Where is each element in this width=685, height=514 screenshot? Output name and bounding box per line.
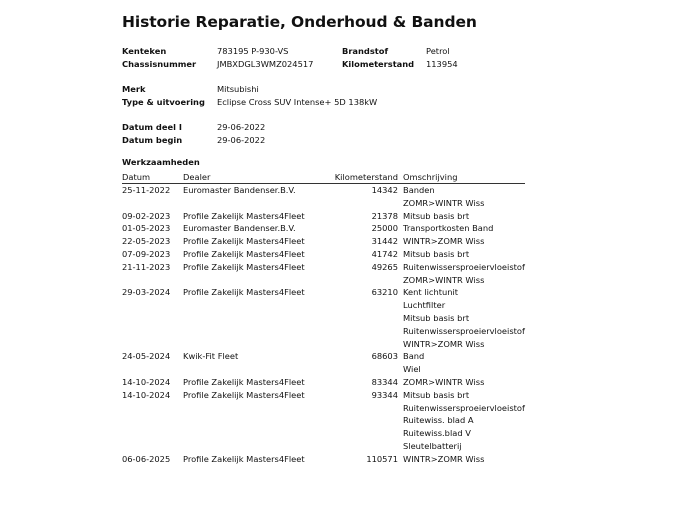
type-value: Eclipse Cross SUV Intense+ 5D 138kW bbox=[217, 97, 378, 107]
cell-omschrijving: Wiel bbox=[403, 364, 421, 375]
header-omschrijving: Omschrijving bbox=[403, 172, 458, 182]
table-row bbox=[122, 274, 525, 287]
cell-datum: 07-09-2023 bbox=[122, 248, 171, 259]
cell-omschrijving: Banden bbox=[403, 185, 435, 195]
table-row bbox=[122, 210, 525, 223]
table-row bbox=[122, 350, 525, 363]
kenteken-label: Kenteken bbox=[122, 46, 167, 56]
table-row bbox=[122, 376, 525, 389]
header-kilometerstand: Kilometerstand bbox=[334, 172, 398, 182]
cell-kilometerstand: 68603 bbox=[371, 351, 398, 362]
cell-datum: 29-03-2024 bbox=[122, 287, 171, 298]
table-row bbox=[122, 414, 525, 427]
cell-omschrijving: Ruitewiss.blad V bbox=[403, 428, 471, 439]
cell-datum: 22-05-2023 bbox=[122, 236, 171, 247]
table-row bbox=[122, 222, 525, 235]
brandstof-label: Brandstof bbox=[342, 46, 389, 56]
cell-omschrijving: Ruitenwissersproeiervloeistof bbox=[403, 402, 525, 413]
cell-kilometerstand: 110571 bbox=[366, 453, 398, 464]
datum-deel-label: Datum deel I bbox=[122, 122, 182, 132]
kilometerstand-value: 113954 bbox=[426, 59, 458, 69]
cell-kilometerstand: 83344 bbox=[371, 376, 398, 387]
table-row bbox=[122, 299, 525, 312]
cell-dealer: Kwik-Fit Fleet bbox=[183, 351, 239, 362]
table-row bbox=[122, 453, 525, 466]
brandstof-value: Petrol bbox=[426, 46, 450, 56]
cell-dealer: Profile Zakelijk Masters4Fleet bbox=[183, 248, 305, 259]
cell-omschrijving: Sleutelbatterij bbox=[403, 440, 462, 451]
table-row bbox=[122, 402, 525, 415]
cell-datum: 25-11-2022 bbox=[122, 185, 171, 195]
cell-datum: 14-10-2024 bbox=[122, 389, 171, 400]
cell-omschrijving: Mitsub basis brt bbox=[403, 389, 470, 400]
kilometerstand-label: Kilometerstand bbox=[342, 59, 415, 69]
cell-kilometerstand: 41742 bbox=[371, 248, 398, 259]
table-row bbox=[122, 261, 525, 274]
table-header bbox=[122, 172, 525, 184]
cell-omschrijving: Ruitenwissersproeiervloeistof bbox=[403, 325, 525, 336]
table-row bbox=[122, 363, 525, 376]
datum-begin-value: 29-06-2022 bbox=[217, 135, 266, 145]
cell-kilometerstand: 63210 bbox=[371, 287, 398, 298]
cell-kilometerstand: 25000 bbox=[371, 223, 398, 234]
cell-omschrijving: ZOMR>WINTR Wiss bbox=[403, 197, 485, 208]
cell-datum: 24-05-2024 bbox=[122, 351, 171, 362]
cell-dealer: Profile Zakelijk Masters4Fleet bbox=[183, 389, 305, 400]
cell-datum: 09-02-2023 bbox=[122, 210, 171, 221]
werkzaamheden-title: Werkzaamheden bbox=[122, 157, 200, 167]
header-datum: Datum bbox=[122, 172, 151, 182]
header-dealer: Dealer bbox=[183, 172, 211, 182]
cell-kilometerstand: 31442 bbox=[371, 236, 398, 247]
cell-dealer: Profile Zakelijk Masters4Fleet bbox=[183, 261, 305, 272]
cell-omschrijving: ZOMR>WINTR Wiss bbox=[403, 274, 485, 285]
cell-datum: 14-10-2024 bbox=[122, 376, 171, 387]
table-row bbox=[122, 338, 525, 351]
table-row bbox=[122, 440, 525, 453]
cell-kilometerstand: 14342 bbox=[371, 185, 398, 195]
table-row bbox=[122, 312, 525, 325]
kenteken-value: 783195 P-930-VS bbox=[217, 46, 289, 56]
cell-dealer: Profile Zakelijk Masters4Fleet bbox=[183, 453, 305, 464]
datum-deel-value: 29-06-2022 bbox=[217, 122, 266, 132]
cell-datum: 21-11-2023 bbox=[122, 261, 171, 272]
table-row bbox=[122, 389, 525, 402]
cell-omschrijving: Ruitenwissersproeiervloeistof bbox=[403, 261, 525, 272]
chassis-value: JMBXDGL3WMZ024517 bbox=[217, 59, 314, 69]
cell-omschrijving: Band bbox=[403, 351, 425, 362]
table-row bbox=[122, 427, 525, 440]
werkzaamheden-table bbox=[122, 172, 525, 466]
cell-kilometerstand: 49265 bbox=[371, 261, 398, 272]
table-row bbox=[122, 184, 525, 197]
cell-omschrijving: Ruitewiss. blad A bbox=[403, 415, 474, 426]
cell-omschrijving: Transportkosten Band bbox=[403, 223, 494, 234]
datum-begin-label: Datum begin bbox=[122, 135, 183, 145]
type-label: Type & uitvoering bbox=[122, 97, 205, 107]
cell-dealer: Euromaster Bandenser.B.V. bbox=[183, 223, 296, 234]
table-row bbox=[122, 286, 525, 299]
merk-value: Mitsubishi bbox=[217, 84, 259, 94]
cell-datum: 06-06-2025 bbox=[122, 453, 171, 464]
cell-datum: 01-05-2023 bbox=[122, 223, 171, 234]
cell-omschrijving: WINTR>ZOMR Wiss bbox=[403, 338, 485, 349]
cell-kilometerstand: 21378 bbox=[371, 210, 398, 221]
cell-dealer: Profile Zakelijk Masters4Fleet bbox=[183, 287, 305, 298]
cell-omschrijving: WINTR>ZOMR Wiss bbox=[403, 453, 485, 464]
cell-dealer: Euromaster Bandenser.B.V. bbox=[183, 185, 296, 195]
chassis-label: Chassisnummer bbox=[122, 59, 197, 69]
merk-label: Merk bbox=[122, 84, 146, 94]
cell-dealer: Profile Zakelijk Masters4Fleet bbox=[183, 236, 305, 247]
table-body bbox=[122, 184, 525, 466]
cell-dealer: Profile Zakelijk Masters4Fleet bbox=[183, 210, 305, 221]
cell-omschrijving: WINTR>ZOMR Wiss bbox=[403, 236, 485, 247]
cell-kilometerstand: 93344 bbox=[371, 389, 398, 400]
cell-omschrijving: ZOMR>WINTR Wiss bbox=[403, 376, 485, 387]
cell-omschrijving: Mitsub basis brt bbox=[403, 312, 470, 323]
table-row bbox=[122, 197, 525, 210]
table-row bbox=[122, 325, 525, 338]
cell-omschrijving: Luchtfilter bbox=[403, 300, 446, 311]
page-title: Historie Reparatie, Onderhoud & Banden bbox=[122, 13, 477, 31]
cell-omschrijving: Kent lichtunit bbox=[403, 287, 459, 298]
cell-omschrijving: Mitsub basis brt bbox=[403, 210, 470, 221]
cell-omschrijving: Mitsub basis brt bbox=[403, 248, 470, 259]
cell-dealer: Profile Zakelijk Masters4Fleet bbox=[183, 376, 305, 387]
table-row bbox=[122, 235, 525, 248]
table-row bbox=[122, 248, 525, 261]
